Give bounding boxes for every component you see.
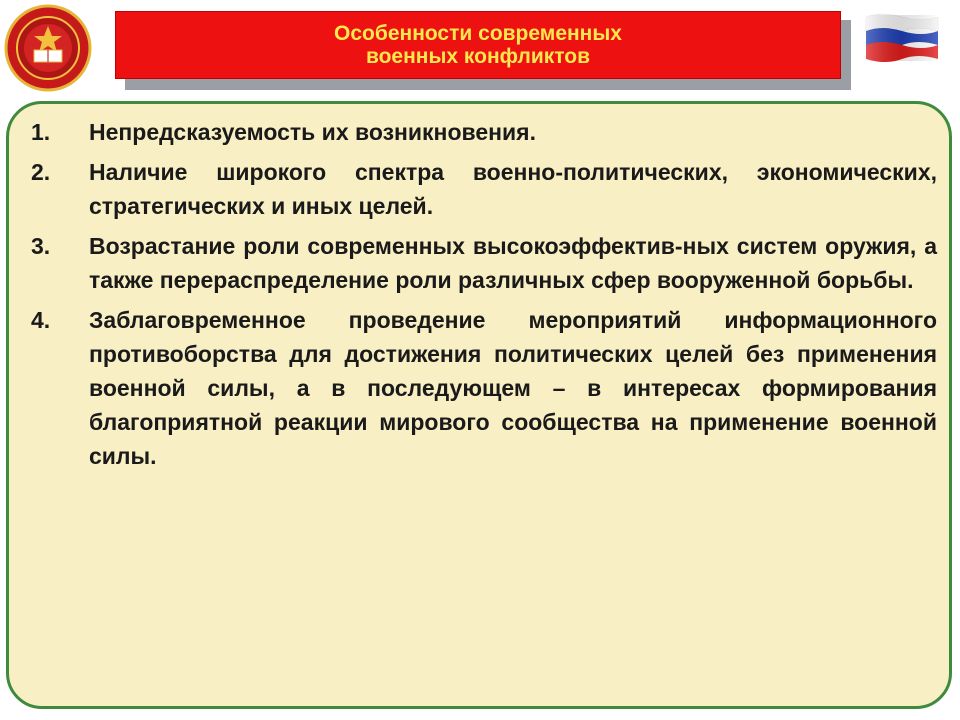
title-line-1: Особенности современных — [334, 22, 622, 45]
list-item — [31, 155, 937, 223]
page-title — [115, 11, 841, 79]
title-line-2: военных конфликтов — [365, 45, 591, 68]
item-number: 1. — [31, 119, 51, 145]
item-number: 2. — [31, 159, 51, 185]
item-text: Заблаговременное проведение мероприятий информационного противоборства для достижения политических целей без применения военной силы, а в последующем – в интересах формирования благоприятной реакции мирового сообщества на применение военной силы. — [89, 307, 937, 469]
russian-flag-icon — [862, 11, 942, 63]
list-item — [31, 229, 937, 297]
list-item — [31, 115, 937, 149]
item-number: 3. — [31, 233, 51, 259]
feature-list — [31, 115, 937, 479]
item-number: 4. — [31, 307, 51, 333]
item-text: Непредсказуемость их возникновения. — [89, 119, 536, 145]
list-item — [31, 303, 937, 473]
university-emblem-icon — [4, 4, 92, 92]
item-text: Наличие широкого спектра военно-политических, экономических, стратегических и иных целей. — [89, 159, 937, 219]
item-text: Возрастание роли современных высокоэффектив-ных систем оружия, а также перераспределение роли различных сфер вооруженной борьбы. — [89, 233, 937, 293]
content-panel — [6, 101, 952, 709]
